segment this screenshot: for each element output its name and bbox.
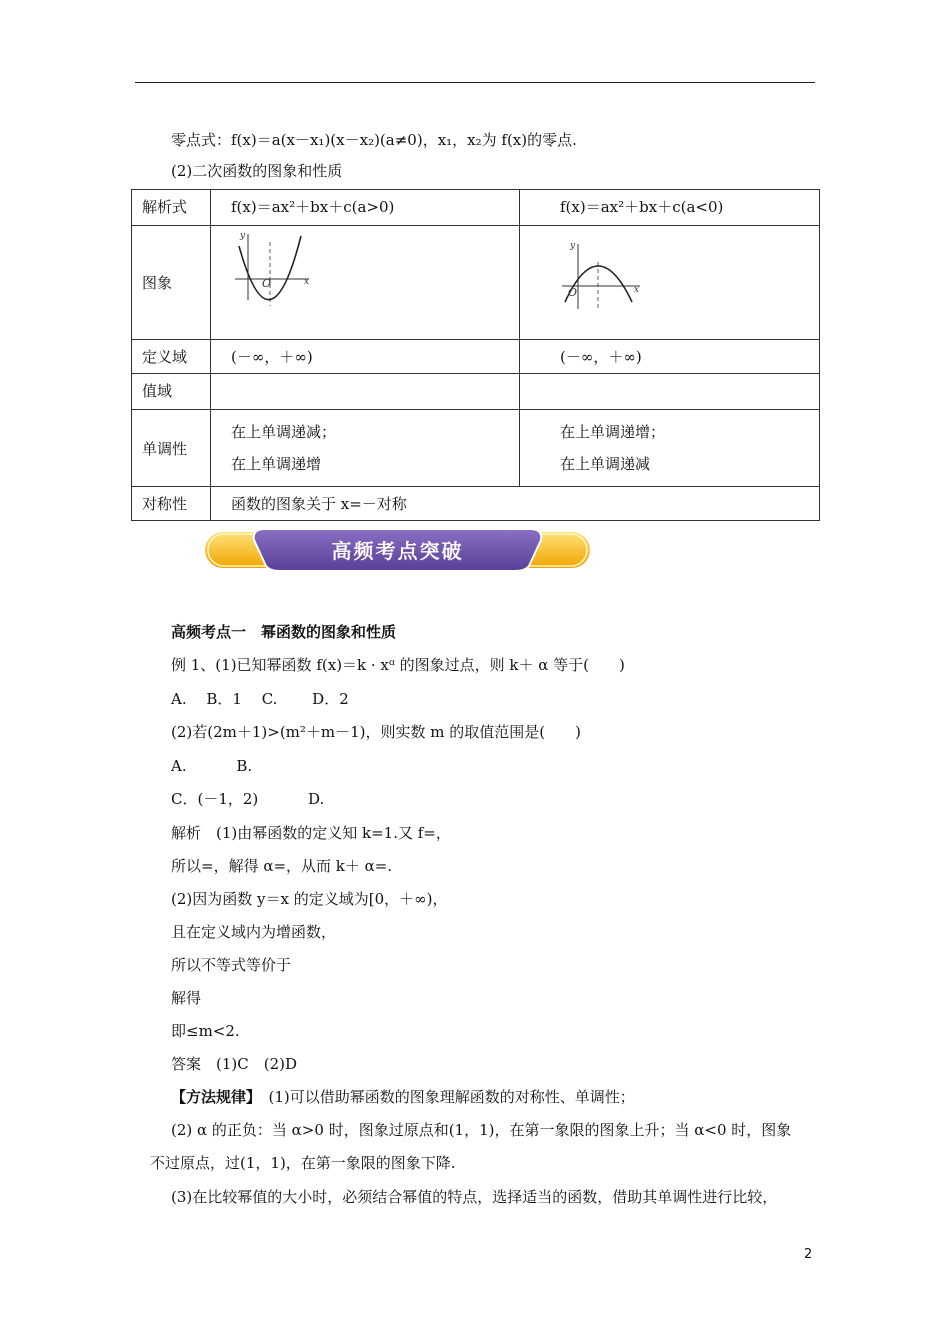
- text-line: 所以不等式等价于: [171, 956, 292, 974]
- x-axis-label: x: [304, 277, 310, 287]
- monotonicity-a: [211, 410, 520, 487]
- topic-heading: 高频考点一 幂函数的图象和性质: [171, 623, 397, 641]
- cell-a-negative: f(x)＝ax²＋bx＋c(a<0): [520, 190, 820, 226]
- text-line: A. B.: [171, 757, 253, 775]
- zero-form-text: 零点式：f(x)＝a(x－x₁)(x－x₂)(a≠0)，x₁，x₂为 f(x)的零点.: [171, 131, 577, 149]
- header-rule: [135, 82, 815, 83]
- text-line: 解得: [171, 989, 202, 1007]
- monotonicity-b-line1: 在上单调递增；: [560, 423, 666, 441]
- row-label: 解析式: [132, 190, 211, 226]
- cell-a-positive: f(x)＝ax²＋bx＋c(a>0): [211, 190, 520, 226]
- method-line-3: (3)在比较幂值的大小时，必须结合幂值的特点，选择适当的函数，借助其单调性进行比较，: [171, 1188, 778, 1206]
- row-label: 对称性: [132, 487, 211, 521]
- domain-a: (－∞，＋∞): [211, 340, 520, 374]
- table-row: [132, 340, 820, 374]
- symmetry-cell: 函数的图象关于 x=－对称: [211, 487, 820, 521]
- monotonicity-b: [520, 410, 820, 487]
- monotonicity-a-line1: 在上单调递减；: [231, 423, 337, 441]
- text-line: (2)因为函数 y＝x 的定义域为[0，＋∞)，: [171, 890, 448, 908]
- method-line-2a: (2) α 的正负：当 α>0 时，图象过原点和(1，1)，在第一象限的图象上升；当 α<0 时，图象: [171, 1121, 792, 1139]
- table-row: [132, 374, 820, 410]
- range-b: [520, 374, 820, 410]
- text-line: 例 1、(1)已知幂函数 f(x)＝k · xᵅ 的图象过点，则 k＋ α 等于( ): [171, 656, 625, 674]
- text-line: 所以=，解得 α=，从而 k＋ α=.: [171, 857, 393, 875]
- text-line: (2)若(2m＋1)>(m²＋m－1)，则实数 m 的取值范围是( ): [171, 723, 582, 741]
- table-row: [132, 487, 820, 521]
- table-row: [132, 226, 820, 340]
- method-line-1: [171, 1087, 635, 1107]
- text-line: 答案 (1)C (2)D: [171, 1055, 297, 1073]
- origin-label: O: [262, 277, 272, 290]
- range-a: [211, 374, 520, 410]
- y-axis-label: y: [570, 241, 576, 251]
- row-label: 单调性: [132, 410, 211, 487]
- method-line-2b: 不过原点，过(1，1)，在第一象限的图象下降.: [150, 1154, 456, 1172]
- method-label: 【方法规律】: [171, 1088, 254, 1106]
- quadratic-properties-table: [131, 189, 820, 521]
- origin-label: O: [568, 286, 578, 299]
- text-line: 解析 (1)由幂函数的定义知 k=1.又 f=，: [171, 824, 451, 842]
- banner-title: 高频考点突破: [331, 539, 464, 563]
- section-title: (2)二次函数的图象和性质: [171, 162, 343, 180]
- row-label: 定义域: [132, 340, 211, 374]
- domain-b: (－∞，＋∞): [520, 340, 820, 374]
- x-axis-label: x: [634, 285, 640, 295]
- cell-graph-downward: [520, 226, 820, 340]
- monotonicity-a-line2: 在上单调递增: [231, 455, 322, 473]
- text-line: 即≤m<2.: [171, 1022, 240, 1040]
- method-text-1: (1)可以借助幂函数的图象理解函数的对称性、单调性；: [253, 1088, 635, 1106]
- table-row: [132, 410, 820, 487]
- page-number: 2: [804, 1247, 813, 1262]
- downward-parabola-graph: [560, 234, 650, 316]
- section-banner: [205, 526, 590, 572]
- row-label: 图象: [132, 226, 211, 340]
- text-line: C．(－1，2) D.: [171, 790, 325, 808]
- text-line: A. B．1 C. D．2: [171, 690, 349, 708]
- table-row: [132, 190, 820, 226]
- monotonicity-b-line2: 在上单调递减: [560, 455, 651, 473]
- upward-parabola-graph: [231, 228, 321, 310]
- cell-graph-upward: [211, 226, 520, 340]
- y-axis-label: y: [240, 231, 246, 241]
- text-line: 且在定义域内为增函数，: [171, 923, 337, 941]
- row-label: 值域: [132, 374, 211, 410]
